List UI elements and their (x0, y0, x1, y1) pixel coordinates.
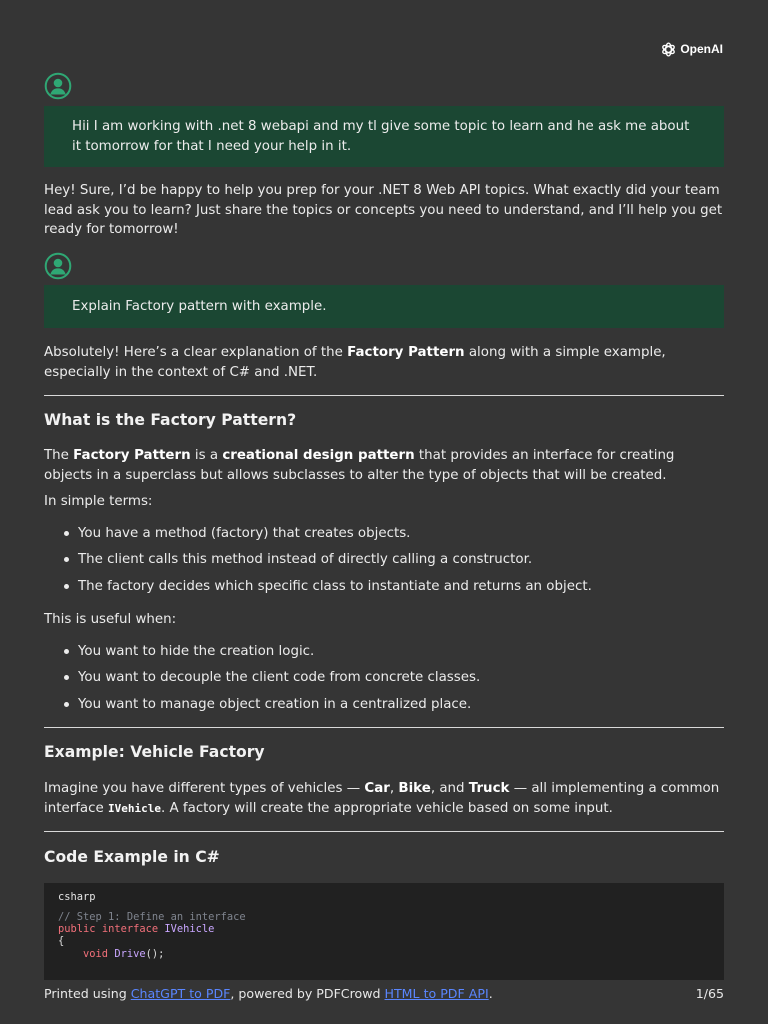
footer-text: , powered by PDFCrowd (230, 986, 385, 1001)
inline-code-ivehicle: IVehicle (107, 801, 161, 815)
definition-text: is a (190, 448, 223, 463)
user-message-1 (44, 106, 724, 167)
code-keyword: public (58, 923, 96, 936)
user-message-1-text: Hii I am working with .net 8 webapi and my tl give some topic to learn and he ask me about it tomorrow for that I need your help in it. (72, 119, 690, 154)
definition-text-end: that provides an interface for creating objects in a superclass but allows subclasses to alter the type of objects that will be created. (44, 448, 675, 483)
list-item: You want to hide the creation logic. (44, 642, 724, 668)
list-item: You have a method (factory) that creates objects. (44, 524, 724, 550)
heading-example: Example: Vehicle Factory (44, 743, 265, 761)
chatgpt-to-pdf-link[interactable]: ChatGPT to PDF (130, 986, 231, 1001)
intro-bold: Factory Pattern (347, 345, 465, 360)
definition-bold-factory: Factory Pattern (73, 448, 191, 463)
simple-terms-label: In simple terms: (44, 494, 153, 509)
useful-when-label: This is useful when: (44, 612, 177, 627)
intro-text-end: along with a simple example, especially in the context of C# and .NET. (44, 345, 666, 380)
intro-text: Absolutely! Here’s a clear explanation of the (44, 345, 348, 360)
code-block (44, 883, 724, 980)
html-to-pdf-api-link[interactable]: HTML to PDF API (384, 986, 489, 1001)
example-bold-bike: Bike (398, 781, 431, 796)
code-method-name: Drive (114, 947, 146, 960)
list-item: The factory decides which specific class to instantiate and returns an object. (44, 577, 724, 603)
example-text: — all implementing a common interface (44, 781, 720, 816)
assistant-intro (44, 343, 724, 382)
divider (44, 831, 724, 832)
useful-when-list (44, 642, 724, 721)
list-item: You want to decouple the client code from concrete classes. (44, 668, 724, 694)
code-line: { (58, 935, 65, 948)
user-message-2 (44, 285, 724, 328)
code-comment: // Step 1: Define an interface (58, 911, 246, 923)
user-avatar-icon (44, 252, 72, 280)
example-text-end: . A factory will create the appropriate vehicle based on some input. (160, 800, 613, 816)
code-line (58, 923, 710, 935)
example-paragraph (44, 779, 724, 818)
page-number: 1/65 (695, 986, 724, 1001)
footer-text: . (488, 986, 493, 1001)
code-keyword: void (83, 947, 109, 960)
simple-terms-list (44, 524, 724, 603)
code-language-label: csharp (58, 891, 96, 903)
code-punctuation: (); (145, 947, 165, 960)
user-message-2-text: Explain Factory pattern with example. (72, 298, 327, 314)
heading-what-is-factory: What is the Factory Pattern? (44, 411, 297, 429)
brand-name: OpenAI (680, 42, 723, 56)
example-text: , (389, 781, 399, 796)
example-bold-car: Car (364, 781, 390, 796)
divider (44, 395, 724, 396)
footer-credit (44, 984, 493, 1004)
definition-paragraph (44, 446, 724, 485)
example-bold-truck: Truck (468, 781, 510, 796)
user-avatar-icon (44, 72, 72, 100)
code-keyword: interface (101, 923, 159, 936)
footer-text: Printed using (44, 986, 131, 1001)
list-item: The client calls this method instead of directly calling a constructor. (44, 550, 724, 576)
divider (44, 727, 724, 728)
definition-text: The (44, 448, 74, 463)
definition-bold-creational: creational design pattern (222, 448, 415, 463)
code-indent (58, 948, 83, 960)
heading-code-example: Code Example in C# (44, 848, 220, 866)
page-footer (44, 984, 724, 1004)
openai-logo (660, 40, 723, 60)
assistant-reply-1: Hey! Sure, I’d be happy to help you prep for your .NET 8 Web API topics. What exactly did your team lead ask you to learn? Just share the topics or concepts you need to understand, and I’ll help you get ready for tomorrow! (44, 183, 723, 237)
code-line (58, 911, 710, 923)
code-line (58, 948, 710, 960)
code-type-name: IVehicle (164, 923, 215, 936)
openai-logo-icon (660, 41, 677, 58)
example-text: Imagine you have different types of vehicles — (44, 781, 365, 796)
list-item: You want to manage object creation in a centralized place. (44, 695, 724, 721)
example-text: , and (430, 781, 469, 796)
